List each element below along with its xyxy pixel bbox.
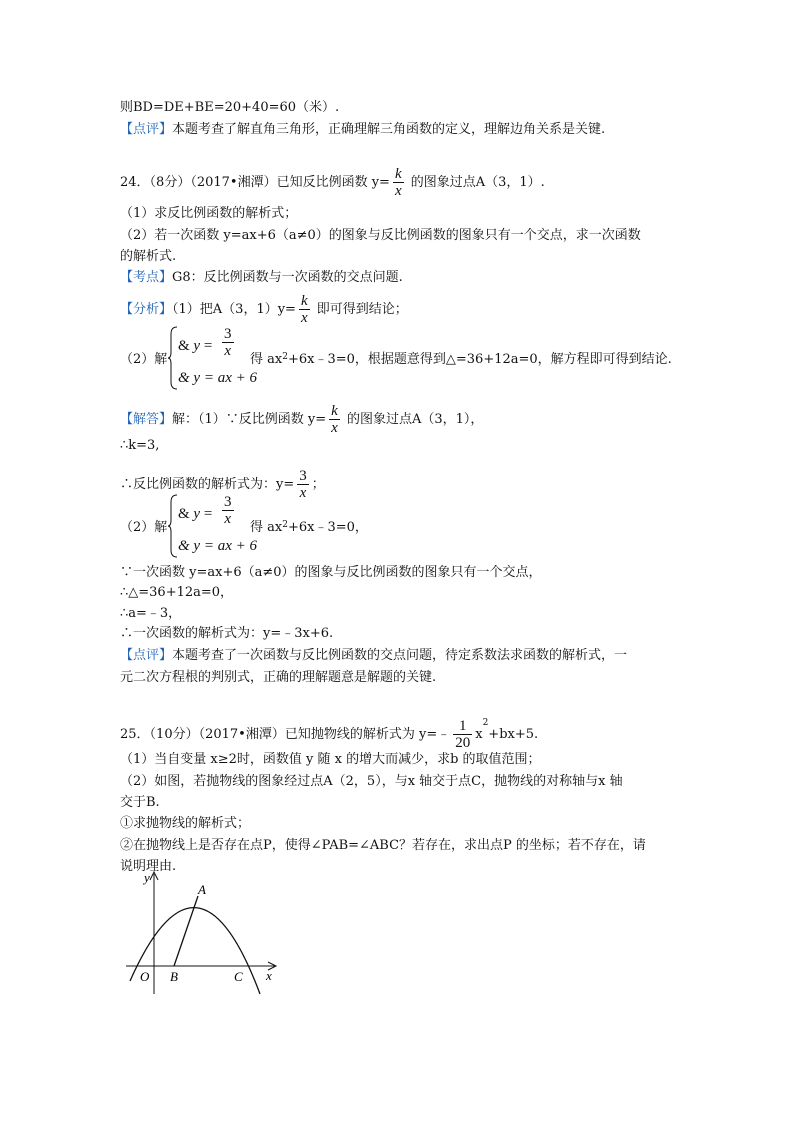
fraction: $\frac{3}{x}$ bbox=[224, 326, 232, 359]
q24-fenxi bbox=[120, 293, 408, 326]
jieda-text: 解：（1）∵反比例函数 y= bbox=[172, 412, 327, 427]
q24-heading bbox=[120, 166, 545, 199]
fenxi-tail: 即可得到结论； bbox=[312, 302, 408, 317]
fenxi-part2-label: （2）解 bbox=[120, 352, 168, 367]
review-tag: 【点评】 bbox=[120, 122, 173, 137]
parabola-figure bbox=[118, 868, 288, 1000]
fenxi-part2-text: 得 $ax^2+6x﹣3=0$，根据题意得到△=36+12a=0，解方程即可得到结论. bbox=[250, 352, 672, 367]
fraction: $\frac{k}{x}$ bbox=[394, 166, 402, 199]
q24-heading-tail: 的图象过点A（3，1）. bbox=[406, 175, 545, 190]
fraction: $\frac{3}{x}$ bbox=[224, 494, 232, 527]
q24-part2-cont: 的解析式. bbox=[120, 249, 177, 264]
jieda-tag: 【解答】 bbox=[120, 412, 173, 427]
q24-review bbox=[120, 648, 627, 664]
solution-step: ∴△=36+12a=0， bbox=[120, 585, 234, 600]
q25-part2: （2）如图，若抛物线的图象经过点A（2，5），与x 轴交于点C，抛物线的对称轴与x 轴 bbox=[120, 774, 623, 789]
q25-heading-text: 25．（10分）（2017•湘潭）已知抛物线的解析式为 y=﹣ bbox=[120, 727, 451, 742]
solution-step: ∴k=3, bbox=[120, 438, 160, 453]
brace-icon bbox=[168, 494, 178, 558]
equation-row: & y = ax + 6 bbox=[178, 538, 257, 554]
solution-step: ∴一次函数的解析式为：y=﹣3x+6. bbox=[120, 626, 334, 641]
brace-icon bbox=[168, 326, 178, 390]
text-line: 则BD=DE+BE=20+40=60（米）. bbox=[120, 100, 340, 115]
solution-step: ∵一次函数 y=ax+6（a≠0）的图象与反比例函数的图象只有一个交点， bbox=[120, 565, 542, 580]
kaodian-tag: 【考点】 bbox=[120, 270, 173, 285]
solution-part2-label: （2）解 bbox=[120, 520, 168, 535]
solution-step: ∴a=﹣3， bbox=[120, 606, 182, 621]
point-c-label: C bbox=[234, 969, 243, 984]
review-text: 本题考查了解直角三角形，正确理解三角函数的定义，理解边角关系是关键. bbox=[172, 122, 606, 137]
origin-label: O bbox=[140, 969, 150, 984]
equation-row: & y = bbox=[178, 506, 213, 522]
y-label: y bbox=[144, 870, 150, 885]
equation-system bbox=[178, 326, 258, 390]
review-line bbox=[120, 122, 605, 138]
q24-kaodian bbox=[120, 270, 403, 286]
review-tag: 【点评】 bbox=[120, 648, 173, 663]
fenxi-tag: 【分析】 bbox=[120, 302, 173, 317]
q25-part2-1: ①求抛物线的解析式； bbox=[120, 816, 251, 831]
fraction: $\frac{k}{x}$ bbox=[300, 293, 308, 326]
q25-heading: 25．（10分）（2017•湘潭）已知抛物线的解析式为 y=﹣ $\frac{1}{20}$ $x^2+bx+5$. bbox=[120, 718, 539, 751]
q24-jieda bbox=[120, 403, 483, 436]
jieda-tail: 的图象过点A（3，1）， bbox=[342, 412, 484, 427]
fraction: $\frac{k}{x}$ bbox=[331, 403, 338, 436]
q24-review-cont: 元二次方程根的判别式，正确的理解题意是解题的关键. bbox=[120, 670, 437, 685]
q25-part2-2: ②在抛物线上是否存在点P，使得∠PAB=∠ABC？若存在，求出点P 的坐标；若不存在，请 bbox=[120, 838, 646, 853]
q24-heading-text: 24．（8分）（2017•湘潭）已知反比例函数 y= bbox=[120, 175, 390, 190]
kaodian-text: G8：反比例函数与一次函数的交点问题. bbox=[172, 270, 403, 285]
q24-part1: （1）求反比例函数的解析式； bbox=[120, 206, 298, 221]
equation-row: & y = bbox=[178, 338, 213, 354]
point-a-label: A bbox=[198, 882, 206, 897]
segment-ab bbox=[174, 896, 198, 966]
point-b-label: B bbox=[170, 969, 178, 984]
x-label: x bbox=[266, 968, 272, 983]
q25-part2-cont: 交于B. bbox=[120, 795, 160, 810]
equation-row: & y = ax + 6 bbox=[178, 370, 257, 386]
review-text: 本题考查了一次函数与反比例函数的交点问题，待定系数法求函数的解析式，一 bbox=[172, 648, 628, 663]
fenxi-text: （1）把A（3，1）y= bbox=[172, 302, 296, 317]
equation-system bbox=[178, 494, 258, 558]
solution-part2-text: 得 $ax^2+6x﹣3=0$， bbox=[250, 520, 368, 535]
fraction: $\frac{3}{x}$ bbox=[299, 468, 307, 501]
q24-part2: （2）若一次函数 y=ax+6（a≠0）的图象与反比例函数的图象只有一个交点，求一次函数 bbox=[120, 228, 641, 243]
solution-step: ∴反比例函数的解析式为：y= $\frac{3}{x}$ ； bbox=[120, 468, 325, 501]
q25-part2-2-cont: 说明理由. bbox=[120, 859, 177, 874]
fraction: $\frac{1}{20}$ bbox=[455, 718, 471, 751]
q25-part1: （1）当自变量 x≥2时，函数值 y 随 x 的增大而减少，求b 的取值范围； bbox=[120, 752, 541, 767]
